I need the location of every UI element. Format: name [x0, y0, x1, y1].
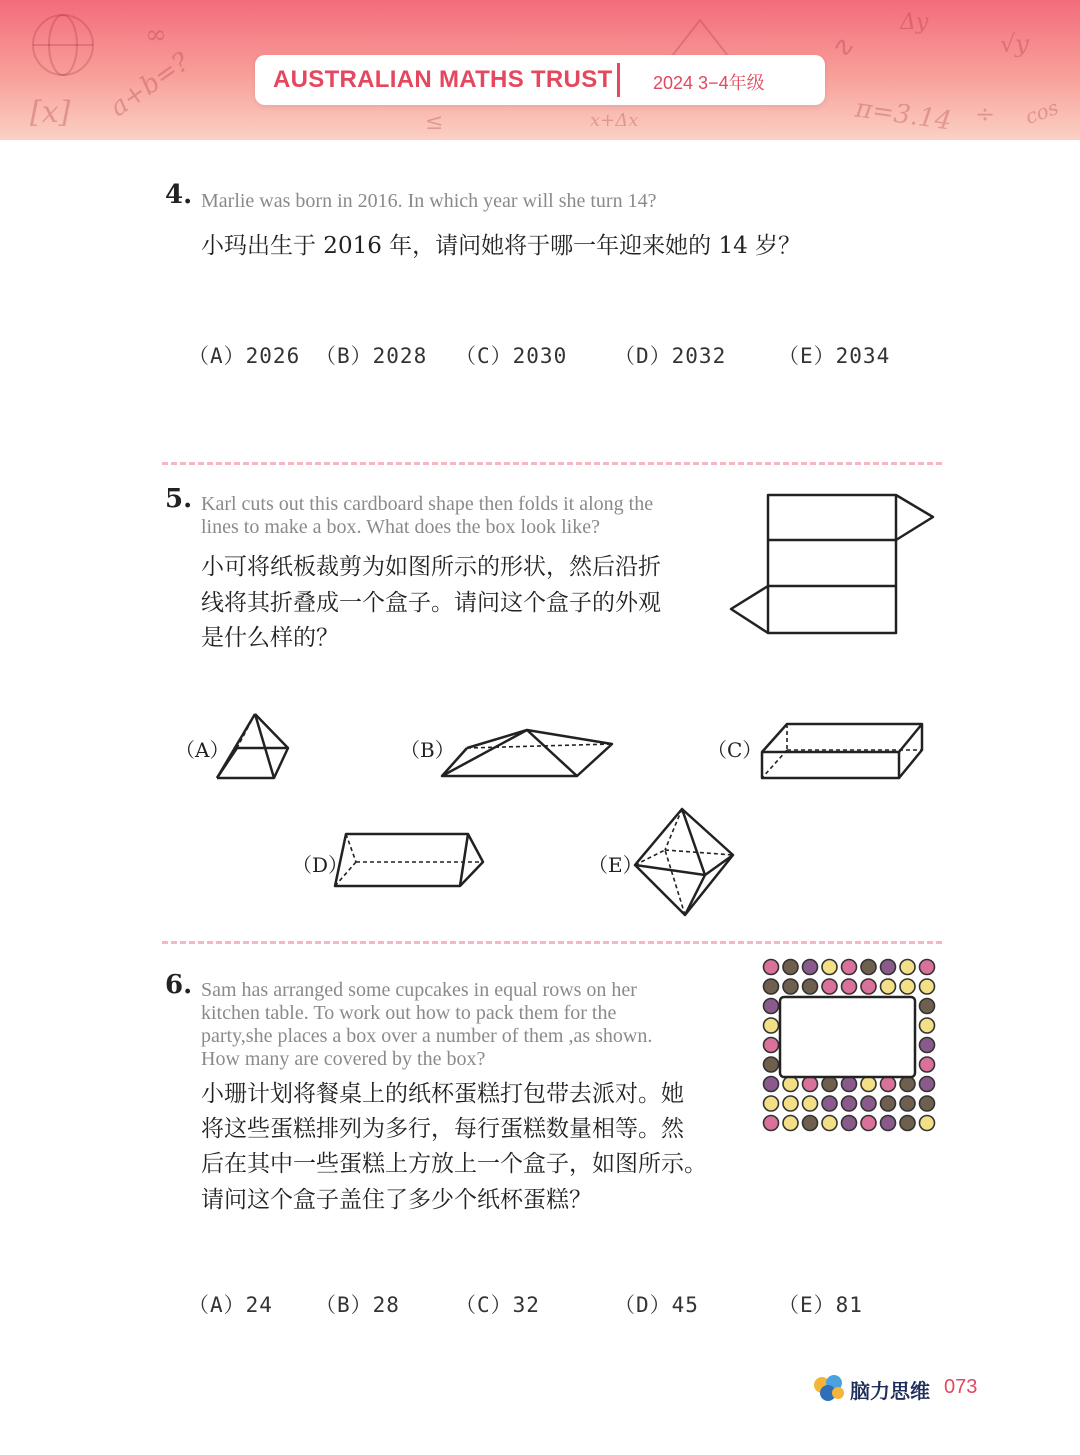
deco-math: π=3.14	[853, 93, 954, 137]
cupcake	[783, 979, 798, 994]
question-chinese-line: 小珊计划将餐桌上的纸杯蛋糕打包带去派对。她	[201, 1081, 684, 1107]
question-number: 6.	[165, 970, 193, 1000]
question-english-line: lines to make a box. What does the box look like?	[201, 516, 600, 538]
cupcake	[881, 1096, 896, 1111]
cupcake	[920, 1018, 935, 1033]
cupcake	[783, 960, 798, 975]
cupcake	[920, 999, 935, 1014]
cupcake	[803, 1077, 818, 1092]
question-english-line: How many are covered by the box?	[201, 1048, 486, 1070]
flat-prism-figure[interactable]	[437, 722, 617, 782]
cupcake	[764, 979, 779, 994]
cupcake	[881, 960, 896, 975]
cupcake	[764, 1116, 779, 1131]
contest-title: AUSTRALIAN MATHS TRUST	[273, 66, 613, 93]
page-number: 073	[944, 1376, 978, 1398]
option-d[interactable]: （D）2032	[614, 344, 727, 368]
shape-label-e[interactable]: （E）	[588, 853, 643, 877]
cupcake	[803, 1116, 818, 1131]
triangular-prism-figure[interactable]	[330, 828, 490, 893]
option-c[interactable]: （C）32	[455, 1293, 540, 1317]
cupcake	[764, 960, 779, 975]
deco-math: Δy	[900, 10, 929, 35]
shape-label-a[interactable]: （A）	[175, 738, 230, 762]
footer-brand: 脑力思维	[850, 1379, 930, 1403]
cupcake	[764, 999, 779, 1014]
question-number: 5.	[165, 484, 193, 514]
cupcake	[783, 1116, 798, 1131]
option-e[interactable]: （E）81	[778, 1293, 863, 1317]
cupcake	[803, 979, 818, 994]
cupcake	[783, 1077, 798, 1092]
shape-label-c[interactable]: （C）	[707, 738, 763, 762]
title-card	[255, 55, 825, 105]
question-english-line: Sam has arranged some cupcakes in equal rows on her	[201, 979, 637, 1001]
deco-math: ∿	[830, 30, 854, 63]
deco-globe-icon	[28, 10, 98, 80]
cupcake	[881, 979, 896, 994]
cupcake	[900, 960, 915, 975]
cupcake	[803, 1096, 818, 1111]
cupcake	[920, 960, 935, 975]
shape-label-b[interactable]: （B）	[400, 738, 455, 762]
cupcake	[842, 1096, 857, 1111]
option-b[interactable]: （B）2028	[315, 344, 428, 368]
cupcake	[881, 1116, 896, 1131]
cupcake	[783, 1096, 798, 1111]
cupcake	[764, 1077, 779, 1092]
question-chinese: 小玛出生于 2016 年，请问她将于哪一年迎来她的 14 岁？	[201, 233, 802, 259]
deco-math: √y	[1000, 30, 1029, 58]
header-banner	[0, 0, 1080, 140]
question-chinese-line: 请问这个盒子盖住了多少个纸杯蛋糕？	[201, 1187, 592, 1213]
title-divider	[617, 63, 620, 97]
cupcake	[822, 1077, 837, 1092]
cupcake	[920, 1038, 935, 1053]
option-a[interactable]: （A）2026	[188, 344, 301, 368]
box-figure[interactable]	[757, 720, 932, 785]
deco-math: cos	[1021, 94, 1062, 130]
deco-math: ≤	[425, 110, 444, 135]
deco-math: x+Δx	[590, 110, 639, 131]
cupcake	[920, 1116, 935, 1131]
octahedron-figure[interactable]	[630, 805, 740, 920]
cupcake	[920, 1096, 935, 1111]
question-chinese-line: 线将其折叠成一个盒子。请问这个盒子的外观	[201, 590, 661, 616]
brain-logo-icon	[812, 1373, 846, 1403]
cupcake	[842, 1116, 857, 1131]
deco-math: [x]	[30, 95, 71, 130]
cupcake	[900, 979, 915, 994]
cupcake	[861, 979, 876, 994]
cupcake	[861, 1096, 876, 1111]
cupcake	[920, 1077, 935, 1092]
deco-math: a+b=?	[104, 47, 196, 123]
section-divider	[162, 462, 942, 465]
cupcake	[842, 979, 857, 994]
cupcake-grid-figure	[760, 955, 940, 1143]
question-chinese-line: 是什么样的？	[201, 625, 339, 651]
cupcake	[842, 1077, 857, 1092]
cupcake	[822, 1116, 837, 1131]
cupcake	[822, 1096, 837, 1111]
question-number: 4.	[165, 180, 193, 210]
cupcake	[920, 1057, 935, 1072]
cupcake	[861, 1116, 876, 1131]
grade-label: 2024 3−4年级	[653, 73, 765, 93]
option-a[interactable]: （A）24	[188, 1293, 273, 1317]
question-chinese-line: 将这些蛋糕排列为多行，每行蛋糕数量相等。然	[201, 1116, 684, 1142]
cupcake	[881, 1077, 896, 1092]
shape-label-d[interactable]: （D）	[292, 853, 349, 877]
cupcake	[822, 960, 837, 975]
cupcake	[900, 1077, 915, 1092]
option-c[interactable]: （C）2030	[455, 344, 568, 368]
cupcake	[764, 1096, 779, 1111]
cupcake	[764, 1057, 779, 1072]
question-chinese-line: 小可将纸板裁剪为如图所示的形状，然后沿折	[201, 554, 661, 580]
option-b[interactable]: （B）28	[315, 1293, 400, 1317]
cupcake	[764, 1018, 779, 1033]
question-english: Marlie was born in 2016. In which year will she turn 14?	[201, 190, 657, 212]
covering-box	[780, 997, 915, 1077]
cupcake	[764, 1038, 779, 1053]
cupcake	[900, 1116, 915, 1131]
option-e[interactable]: （E）2034	[778, 344, 891, 368]
cupcake	[861, 1077, 876, 1092]
pyramid-figure[interactable]	[212, 710, 297, 785]
cupcake	[920, 979, 935, 994]
section-divider	[162, 941, 942, 944]
cupcake	[861, 960, 876, 975]
cupcake	[900, 1096, 915, 1111]
question-english-line: Karl cuts out this cardboard shape then folds it along the	[201, 493, 654, 515]
net-figure	[728, 490, 938, 640]
deco-math: ∞	[145, 20, 167, 50]
option-d[interactable]: （D）45	[614, 1293, 699, 1317]
question-english-line: kitchen table. To work out how to pack them for the	[201, 1002, 617, 1024]
question-english-line: party,she places a box over a number of them ,as shown.	[201, 1025, 653, 1047]
cupcake	[822, 979, 837, 994]
cupcake	[803, 960, 818, 975]
question-chinese-line: 后在其中一些蛋糕上方放上一个盒子，如图所示。	[201, 1151, 707, 1177]
cupcake	[842, 960, 857, 975]
deco-math: ÷	[975, 100, 996, 128]
